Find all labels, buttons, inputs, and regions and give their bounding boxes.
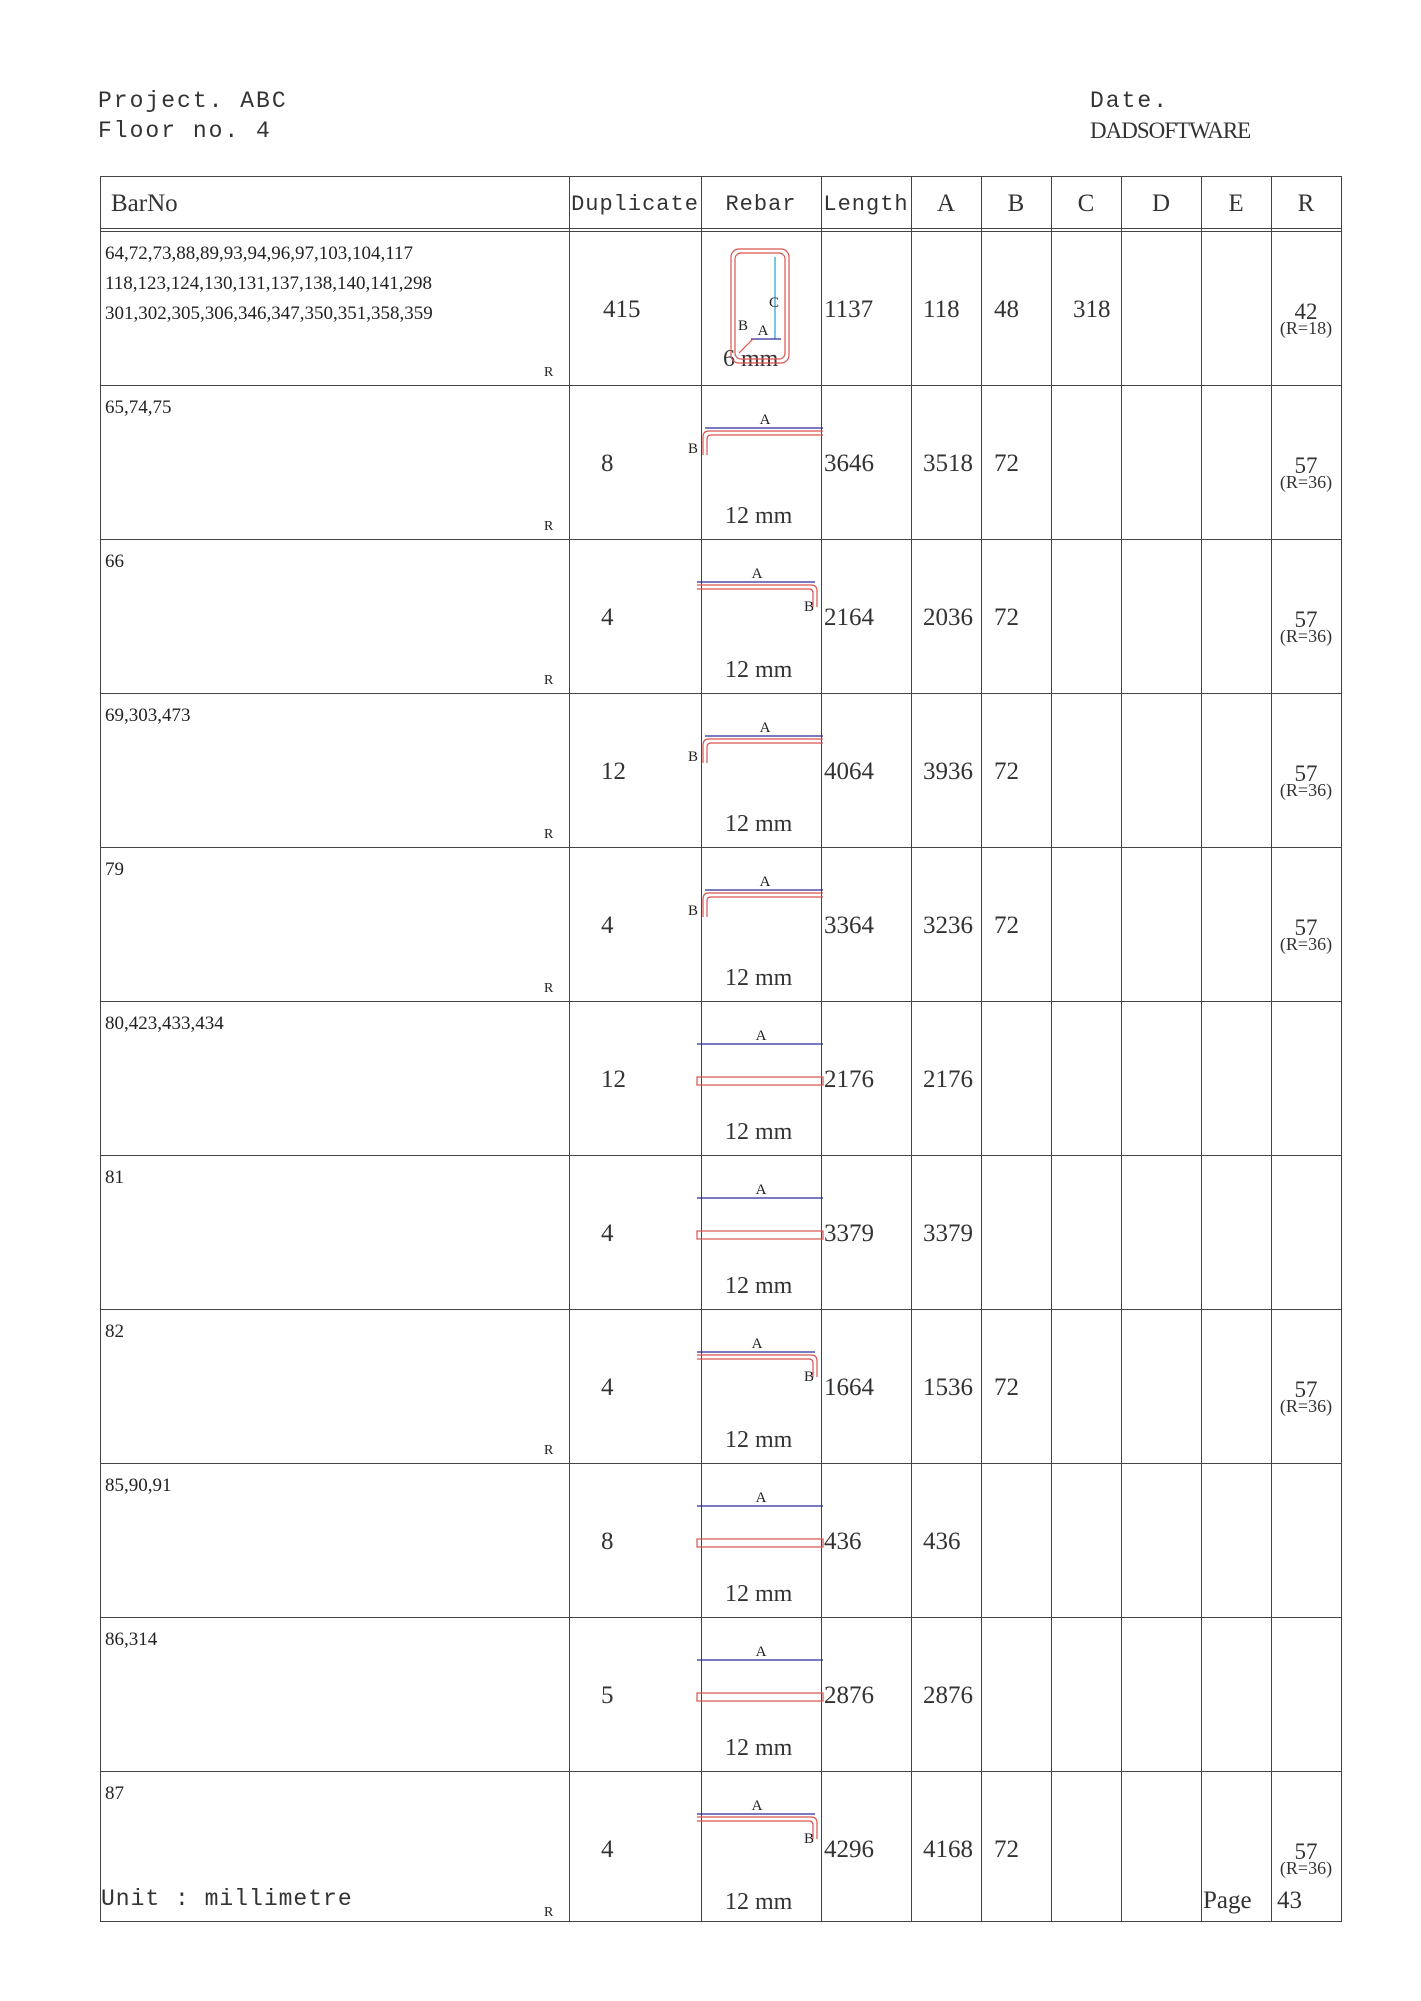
rebar-bar <box>697 1077 823 1085</box>
b-value: 72 <box>994 1374 1019 1401</box>
a-value: 3379 <box>923 1220 973 1247</box>
bar-number-list: 301,302,305,306,346,347,350,351,358,359 <box>105 303 433 324</box>
rebar-bar <box>697 1539 823 1547</box>
r-marker: R <box>544 673 554 688</box>
r-marker: R <box>544 827 554 842</box>
column-header-a: A <box>936 190 956 217</box>
b-value: 72 <box>994 912 1019 939</box>
r-marker: R <box>544 981 554 996</box>
a-label: A <box>755 1028 767 1044</box>
r-value <box>1271 761 1341 800</box>
column-divider <box>1201 177 1202 1921</box>
row-separator <box>101 1309 1341 1310</box>
row-separator <box>101 1155 1341 1156</box>
b-label: B <box>803 1831 815 1847</box>
bar-number-list: 66 <box>105 551 124 572</box>
b-label: B <box>737 318 749 334</box>
a-label: A <box>759 874 771 890</box>
column-header-c: C <box>1077 190 1095 217</box>
rebar-shape-stirrup <box>681 239 831 369</box>
a-value: 4168 <box>923 1836 973 1863</box>
b-label: B <box>687 749 699 765</box>
bar-number-list: 80,423,433,434 <box>105 1013 224 1034</box>
column-divider <box>569 177 570 1921</box>
r-value <box>1271 299 1341 338</box>
a-label: A <box>751 566 763 582</box>
length-value: 2164 <box>824 604 874 631</box>
column-header-duplicate: Duplicate <box>571 191 699 217</box>
length-value: 3379 <box>824 1220 874 1247</box>
duplicate-count: 4 <box>601 604 614 631</box>
header-separator-double <box>101 231 1341 232</box>
rebar-bar-outer <box>697 1359 813 1377</box>
column-header-b: B <box>1007 190 1025 217</box>
b-label: B <box>803 599 815 615</box>
r-value <box>1271 1377 1341 1416</box>
a-label: A <box>751 1336 763 1352</box>
row-separator <box>101 1001 1341 1002</box>
r-radius-detail: (R=36) <box>1279 780 1333 800</box>
r-radius: 42 <box>1294 299 1318 324</box>
bar-diameter: 12 mm <box>725 965 793 991</box>
column-header-r: R <box>1297 190 1315 217</box>
rebar-shape-straight <box>681 1471 831 1601</box>
row-separator <box>101 847 1341 848</box>
a-label: A <box>751 1798 763 1814</box>
bar-number-list: 81 <box>105 1167 124 1188</box>
a-value: 436 <box>923 1528 961 1555</box>
duplicate-count: 8 <box>601 450 614 477</box>
bar-diameter: 12 mm <box>725 1427 793 1453</box>
r-radius-detail: (R=36) <box>1279 1396 1333 1416</box>
b-value: 72 <box>994 604 1019 631</box>
a-value: 1536 <box>923 1374 973 1401</box>
duplicate-count: 12 <box>601 758 626 785</box>
bar-number-list: 118,123,124,130,131,137,138,140,141,298 <box>105 273 433 294</box>
a-label: A <box>759 412 771 428</box>
bar-schedule-table <box>100 176 1342 1922</box>
hook-line <box>739 339 753 353</box>
a-value: 2176 <box>923 1066 973 1093</box>
rebar-bar-outer <box>707 897 823 917</box>
length-value: 3364 <box>824 912 874 939</box>
a-value: 3518 <box>923 450 973 477</box>
r-radius: 57 <box>1294 915 1318 940</box>
a-label: A <box>759 720 771 736</box>
floor-number: Floor no. 4 <box>98 118 272 144</box>
b-label: B <box>687 903 699 919</box>
row-separator <box>101 693 1341 694</box>
rebar-bar-inner <box>697 585 817 607</box>
bar-number-list: 86,314 <box>105 1629 158 1650</box>
date-label: Date. <box>1090 88 1170 114</box>
row-separator <box>101 539 1341 540</box>
rebar-shape-straight <box>681 1009 831 1139</box>
r-radius-detail: (R=36) <box>1279 472 1333 492</box>
column-divider <box>1051 177 1052 1921</box>
a-value: 3936 <box>923 758 973 785</box>
bar-number-list: 65,74,75 <box>105 397 172 418</box>
column-header-e: E <box>1228 190 1244 217</box>
rebar-shape-hook-left <box>681 393 831 523</box>
row-separator <box>101 1771 1341 1772</box>
page-number: 43 <box>1277 1887 1302 1914</box>
b-value: 72 <box>994 1836 1019 1863</box>
length-value: 4296 <box>824 1836 874 1863</box>
column-divider <box>1271 177 1272 1921</box>
a-label: A <box>755 1490 767 1506</box>
length-value: 3646 <box>824 450 874 477</box>
bar-diameter: 12 mm <box>725 1889 793 1915</box>
duplicate-count: 4 <box>601 1220 614 1247</box>
r-radius-detail: (R=18) <box>1279 318 1333 338</box>
column-header-rebar: Rebar <box>725 191 797 217</box>
r-radius-detail: (R=36) <box>1279 934 1333 954</box>
r-radius: 57 <box>1294 607 1318 632</box>
length-value: 2876 <box>824 1682 874 1709</box>
b-label: B <box>803 1369 815 1385</box>
length-value: 436 <box>824 1528 862 1555</box>
bar-diameter: 12 mm <box>725 503 793 529</box>
bar-diameter: 12 mm <box>725 657 793 683</box>
duplicate-count: 4 <box>601 912 614 939</box>
r-marker: R <box>544 519 554 534</box>
length-value: 1137 <box>824 296 874 323</box>
duplicate-count: 415 <box>603 296 641 323</box>
r-radius: 57 <box>1294 1839 1318 1864</box>
column-divider <box>981 177 982 1921</box>
rebar-bar-inner <box>697 1355 817 1377</box>
bar-number-list: 87 <box>105 1783 124 1804</box>
row-separator <box>101 1463 1341 1464</box>
rebar-shape-hook-right <box>681 547 831 677</box>
length-value: 1664 <box>824 1374 874 1401</box>
r-value <box>1271 607 1341 646</box>
r-marker: R <box>544 1443 554 1458</box>
column-divider <box>911 177 912 1921</box>
rebar-shape-hook-left <box>681 701 831 831</box>
rebar-shape-hook-right <box>681 1779 831 1909</box>
column-header-barno: BarNo <box>111 190 178 217</box>
a-value: 2036 <box>923 604 973 631</box>
header-separator <box>101 228 1341 229</box>
bar-diameter: 12 mm <box>725 1273 793 1299</box>
bar-diameter: 12 mm <box>725 1119 793 1145</box>
bar-number-list: 85,90,91 <box>105 1475 172 1496</box>
r-value <box>1271 915 1341 954</box>
r-radius: 57 <box>1294 453 1318 478</box>
a-value: 2876 <box>923 1682 973 1709</box>
length-value: 2176 <box>824 1066 874 1093</box>
unit-label: Unit : millimetre <box>101 1886 353 1912</box>
rebar-bar <box>697 1231 823 1239</box>
r-value <box>1271 453 1341 492</box>
bar-number-list: 79 <box>105 859 124 880</box>
page-label: Page <box>1203 1887 1252 1914</box>
column-header-length: Length <box>823 191 909 217</box>
duplicate-count: 4 <box>601 1374 614 1401</box>
r-marker: R <box>544 1905 554 1920</box>
duplicate-count: 12 <box>601 1066 626 1093</box>
duplicate-count: 5 <box>601 1682 614 1709</box>
bar-diameter: 12 mm <box>725 1735 793 1761</box>
r-radius: 57 <box>1294 1377 1318 1402</box>
bar-diameter: 6 mm <box>723 346 779 372</box>
column-header-d: D <box>1151 190 1171 217</box>
a-label: A <box>755 1182 767 1198</box>
bar-diameter: 12 mm <box>725 1581 793 1607</box>
row-separator <box>101 1617 1341 1618</box>
r-radius: 57 <box>1294 761 1318 786</box>
rebar-bar-outer <box>697 1821 813 1839</box>
rebar-bar-outer <box>707 743 823 763</box>
c-value: 318 <box>1073 296 1111 323</box>
rebar-shape-straight <box>681 1625 831 1755</box>
r-radius-detail: (R=36) <box>1279 626 1333 646</box>
rebar-bar-inner <box>697 1817 817 1839</box>
r-radius-detail: (R=36) <box>1279 1858 1333 1878</box>
b-value: 48 <box>994 296 1019 323</box>
bar-number-list: 64,72,73,88,89,93,94,96,97,103,104,117 <box>105 243 414 264</box>
rebar-shape-straight <box>681 1163 831 1293</box>
stirrup-outer <box>731 249 789 363</box>
duplicate-count: 8 <box>601 1528 614 1555</box>
r-marker: R <box>544 365 554 380</box>
c-label: C <box>768 295 780 311</box>
rebar-shape-hook-left <box>681 855 831 985</box>
a-label: A <box>757 323 769 339</box>
a-value: 3236 <box>923 912 973 939</box>
bar-diameter: 12 mm <box>725 811 793 837</box>
b-label: B <box>687 441 699 457</box>
column-divider <box>1121 177 1122 1921</box>
duplicate-count: 4 <box>601 1836 614 1863</box>
length-value: 4064 <box>824 758 874 785</box>
rebar-bar-outer <box>707 435 823 455</box>
r-value <box>1271 1839 1341 1878</box>
b-value: 72 <box>994 450 1019 477</box>
row-separator <box>101 385 1341 386</box>
company-name: DADSOFTWARE <box>1090 118 1251 143</box>
a-value: 118 <box>923 296 960 323</box>
rebar-bar <box>697 1693 823 1701</box>
bar-number-list: 82 <box>105 1321 124 1342</box>
rebar-shape-hook-right <box>681 1317 831 1447</box>
project-title: Project. ABC <box>98 88 288 114</box>
bar-number-list: 69,303,473 <box>105 705 191 726</box>
b-value: 72 <box>994 758 1019 785</box>
rebar-bar-outer <box>697 589 813 607</box>
a-label: A <box>755 1644 767 1660</box>
